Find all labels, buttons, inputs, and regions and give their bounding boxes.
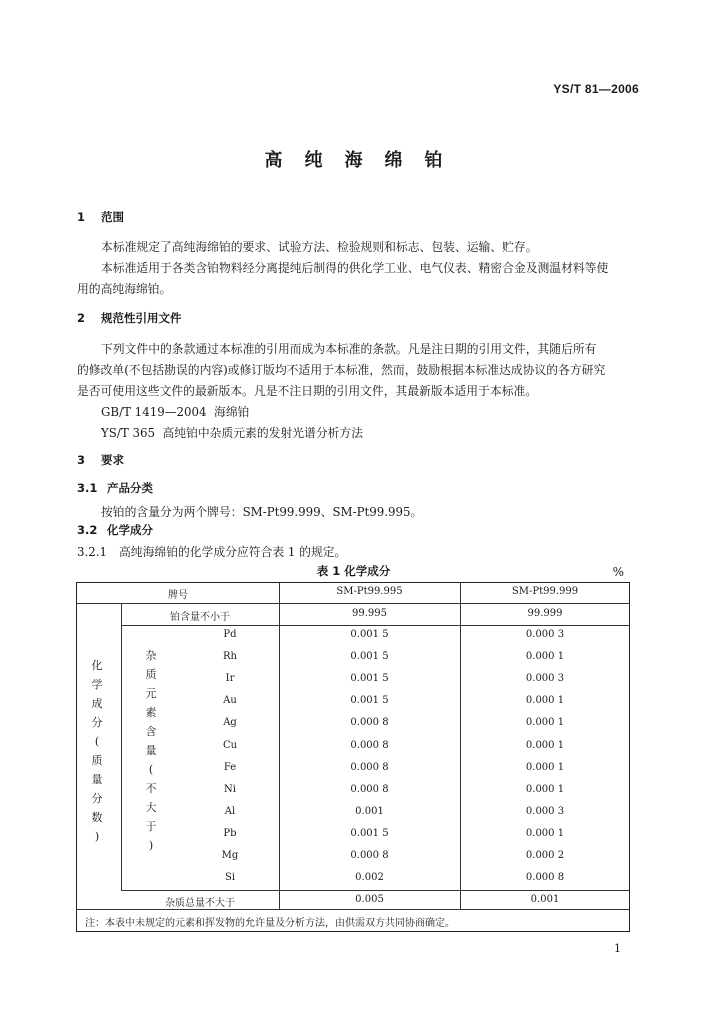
clause-text: 高纯海绵铂的化学成分应符合表 1 的规定。: [119, 545, 347, 559]
element-value-grade-2: 0.000 1: [525, 717, 565, 729]
label-char: 数: [91, 811, 103, 824]
element-value-grade-2: 0.000 1: [525, 783, 565, 795]
element-value-grade-1: 0.001 5: [350, 673, 389, 685]
element-symbol: Au: [223, 695, 237, 707]
element-value-grade-2: 0.000 3: [525, 805, 565, 817]
standard-code: YS/T 81—2006: [553, 82, 639, 96]
section-number: 2: [77, 311, 86, 325]
subsection-3-1-heading: [77, 480, 153, 496]
paragraph: 本标准适用于各类含铂物料经分离提纯后制得的供化学工业、电气仪表、精密合金及测温材料等使: [101, 261, 609, 275]
section-1-heading: [77, 209, 124, 225]
section-title: 范围: [101, 210, 124, 224]
chemical-composition-table: [76, 582, 630, 932]
label-char: 成: [91, 697, 103, 710]
table-rule: [121, 603, 122, 890]
label-char: 含: [145, 725, 157, 738]
paragraph-continued: 的修改单(不包括勘误的内容)或修订版均不适用于本标准，然而，鼓励根据本标准达成协议的各方研究: [77, 363, 606, 377]
clause-number: 3.2.1: [77, 545, 108, 559]
element-value-grade-1: 0.001: [355, 805, 384, 817]
element-symbol: Pd: [223, 629, 237, 640]
label-char: 分: [91, 716, 103, 729]
section-2-heading: [77, 310, 182, 326]
section-title: 要求: [101, 453, 124, 467]
element-value-grade-2: 0.000 8: [525, 872, 565, 884]
element-value-grade-2: 0.000 2: [525, 850, 565, 861]
table-unit: %: [612, 565, 624, 579]
table-rule: [121, 890, 629, 891]
label-char: 不: [145, 782, 157, 795]
total-impurity-label: 杂质总量不大于: [165, 898, 235, 909]
label-char: 元: [145, 687, 157, 700]
section-title: 规范性引用文件: [101, 311, 182, 325]
label-char: 学: [91, 678, 103, 691]
total-value-1: 0.005: [355, 894, 384, 905]
element-value-grade-1: 0.001 5: [350, 629, 389, 640]
element-symbol: Mg: [221, 850, 239, 861]
label-char: 化: [91, 659, 103, 672]
element-symbol: Rh: [223, 651, 237, 663]
element-symbol: Ag: [223, 717, 237, 729]
header-grade-label: 牌号: [168, 590, 188, 601]
pt-value-1: 99.995: [352, 608, 387, 619]
table-rule: [77, 909, 629, 910]
element-value-grade-2: 0.000 1: [525, 651, 565, 663]
header-grade-2: SM-Pt99.999: [511, 586, 579, 597]
element-value-grade-2: 0.000 1: [525, 695, 565, 707]
label-char: 素: [145, 706, 157, 719]
impurity-label: [143, 646, 159, 855]
table-note: 注：本表中未规定的元素和挥发物的允许量及分析方法，由供需双方共同协商确定。: [85, 918, 455, 929]
element-value-grade-1: 0.001 5: [350, 651, 389, 663]
header-grade-1: SM-Pt99.995: [336, 586, 403, 597]
subsection-3-2-heading: [77, 522, 153, 538]
element-value-grade-1: 0.000 8: [350, 717, 389, 729]
element-value-grade-2: 0.000 3: [525, 673, 565, 685]
element-symbol: Ni: [224, 783, 236, 795]
reference-1: GB/T 1419—2004 海绵铂: [101, 405, 250, 419]
label-char: (: [148, 763, 154, 776]
label-char: ): [94, 830, 100, 843]
label-char: (: [94, 735, 100, 748]
clause-3-2-1: [77, 543, 346, 560]
label-char: ): [148, 839, 154, 852]
pt-value-2: 99.999: [527, 608, 563, 619]
section-number: 3: [77, 453, 86, 467]
subsection-title: 化学成分: [107, 523, 153, 537]
total-value-2: 0.001: [530, 894, 560, 905]
table-rule: [121, 625, 629, 626]
element-symbol: Pb: [223, 827, 237, 839]
element-value-grade-1: 0.000 8: [350, 850, 389, 861]
subsection-title: 产品分类: [107, 481, 153, 495]
element-value-grade-2: 0.000 1: [525, 761, 565, 773]
label-char: 于: [145, 820, 157, 833]
table-caption: 表 1 化学成分: [316, 564, 391, 578]
paragraph: 下列文件中的条款通过本标准的引用而成为本标准的条款。凡是注日期的引用文件，其随后所有: [101, 342, 597, 356]
section-number: 1: [77, 210, 86, 224]
section-3-heading: [77, 452, 124, 468]
pt-content-label: 铂含量不小于: [170, 612, 230, 623]
element-value-grade-1: 0.001 5: [350, 695, 389, 707]
element-symbol: Fe: [223, 761, 237, 773]
label-char: 质: [91, 754, 103, 767]
subsection-number: 3.1: [77, 481, 98, 495]
element-value-grade-1: 0.002: [355, 872, 384, 884]
element-value-grade-2: 0.000 1: [525, 739, 565, 751]
label-char: 质: [145, 668, 157, 681]
paragraph: 本标准规定了高纯海绵铂的要求、试验方法、检验规则和标志、包装、运输、贮存。: [101, 240, 538, 254]
label-char: 杂: [145, 649, 157, 662]
paragraph-continued: 用的高纯海绵铂。: [77, 282, 172, 296]
element-value-grade-2: 0.000 1: [525, 827, 565, 839]
reference-2: YS/T 365 高纯铂中杂质元素的发射光谱分析方法: [101, 426, 364, 440]
element-symbol: Al: [224, 805, 236, 817]
element-value-grade-1: 0.000 8: [350, 739, 389, 751]
element-symbol: Si: [224, 872, 236, 884]
side-label-composition: [89, 656, 105, 846]
element-symbol: Ir: [225, 673, 235, 685]
label-char: 大: [145, 801, 157, 814]
document-title: 高纯海绵铂: [264, 150, 465, 171]
paragraph-continued: 是否可使用这些文件的最新版本。凡是不注日期的引用文件，其最新版本适用于本标准。: [77, 384, 538, 398]
label-char: 分: [91, 792, 103, 805]
element-value-grade-1: 0.001 5: [350, 827, 389, 839]
paragraph: 按铂的含量分为两个牌号：SM-Pt99.999、SM-Pt99.995。: [101, 505, 423, 519]
element-value-grade-2: 0.000 3: [525, 629, 565, 640]
element-value-grade-1: 0.000 8: [350, 761, 389, 773]
element-symbol: Cu: [222, 739, 238, 751]
page-number: 1: [614, 942, 621, 955]
subsection-number: 3.2: [77, 523, 98, 537]
label-char: 量: [145, 744, 157, 757]
element-value-grade-1: 0.000 8: [350, 783, 389, 795]
label-char: 量: [91, 773, 103, 786]
table-rule: [77, 603, 629, 604]
